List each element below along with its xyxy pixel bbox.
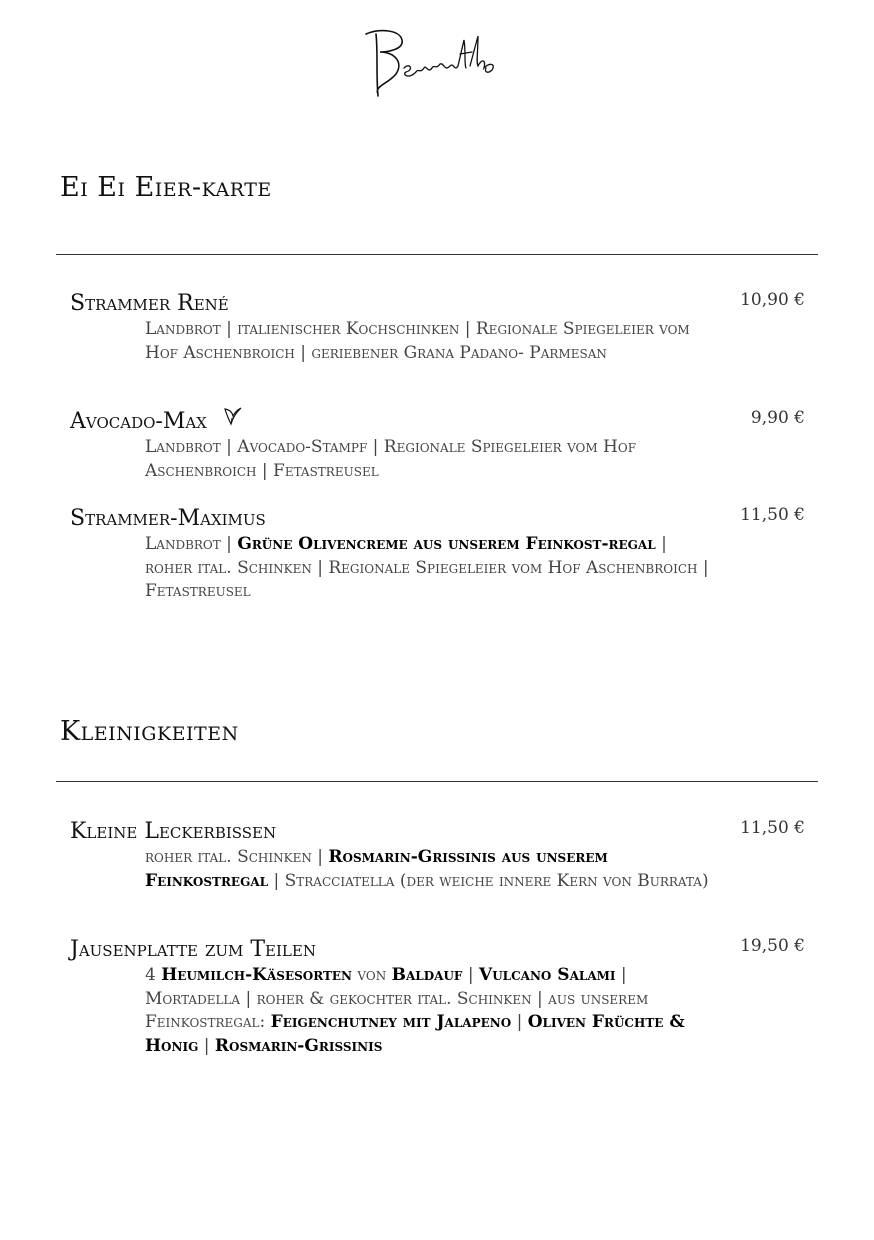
benraths-logo	[360, 22, 505, 102]
section-title-kleinigkeiten: Kleinigkeiten	[60, 716, 239, 747]
item-price: 10,90 €	[740, 290, 805, 310]
item-name-row	[70, 408, 805, 436]
menu-item-jausenplatte	[70, 936, 805, 1058]
item-price: 11,50 €	[740, 818, 805, 838]
description-text: | roher ital. Schinken | Regionale Spiegeleier vom Hof Aschenbroich | Fetastreusel	[145, 534, 709, 601]
item-name: Jausenplatte zum Teilen	[70, 937, 316, 962]
highlight-text: Rosmarin-Grissinis	[214, 1035, 383, 1056]
description-text: |	[511, 1012, 528, 1032]
description-text: | Mortadella | roher & gekochter ital. Schinken | aus unserem Feinkostregal:	[145, 965, 649, 1032]
highlight-text: Baldauf	[391, 965, 463, 985]
highlight-text: Heumilch-Käsesorten	[161, 965, 353, 985]
item-price: 11,50 €	[740, 505, 805, 525]
menu-item-kleine-leckerbissen	[70, 818, 805, 893]
logo-script-graphic	[360, 22, 505, 102]
description-text: |	[198, 1035, 215, 1056]
highlight-text: Oliven Früchte & Honig	[145, 1012, 685, 1056]
description-text: 4	[145, 965, 162, 985]
description-text: von	[352, 965, 392, 985]
highlight-text: Grüne Olivencreme aus unserem Feinkost-regal	[237, 534, 656, 554]
highlight-text: Feigenchutney mit Jalapeno	[270, 1012, 512, 1032]
item-price: 19,50 €	[740, 936, 805, 956]
item-description	[145, 436, 710, 483]
section-divider	[56, 781, 818, 782]
description-text: | Stracciatella (der weiche innere Kern von Burrata)	[268, 870, 709, 891]
menu-item-strammer-maximus	[70, 505, 805, 604]
description-text: Landbrot | italienischer Kochschinken | Regionale Spiegeleier vom Hof Aschenbroich | geriebener Grana Padano- Parmesan	[145, 319, 690, 363]
description-text: roher ital. Schinken |	[145, 847, 329, 867]
menu-item-avocado-max	[70, 408, 805, 483]
description-text: Landbrot | Avocado-Stampf | Regionale Spiegeleier vom Hof Aschenbroich | Fetastreusel	[145, 437, 637, 481]
item-price: 9,90 €	[750, 408, 805, 428]
description-text: Landbrot |	[145, 534, 238, 554]
highlight-text: Vulcano Salami	[479, 965, 616, 985]
item-name: Kleine Leckerbissen	[70, 819, 277, 844]
leaf-icon	[221, 404, 245, 428]
item-description	[145, 533, 710, 604]
item-name: Avocado-Max	[70, 409, 207, 434]
section-title-eier-karte: Ei Ei Eier-karte	[60, 172, 272, 203]
item-description	[145, 846, 710, 893]
description-text: |	[462, 965, 479, 985]
item-description	[145, 318, 710, 365]
item-description	[145, 964, 710, 1058]
item-name: Strammer-Maximus	[70, 506, 266, 531]
item-name: Strammer René	[70, 291, 229, 316]
section-divider	[56, 254, 818, 255]
highlight-text: Rosmarin-Grissinis aus unserem Feinkostregal	[145, 847, 608, 891]
menu-item-strammer-rene	[70, 290, 805, 365]
